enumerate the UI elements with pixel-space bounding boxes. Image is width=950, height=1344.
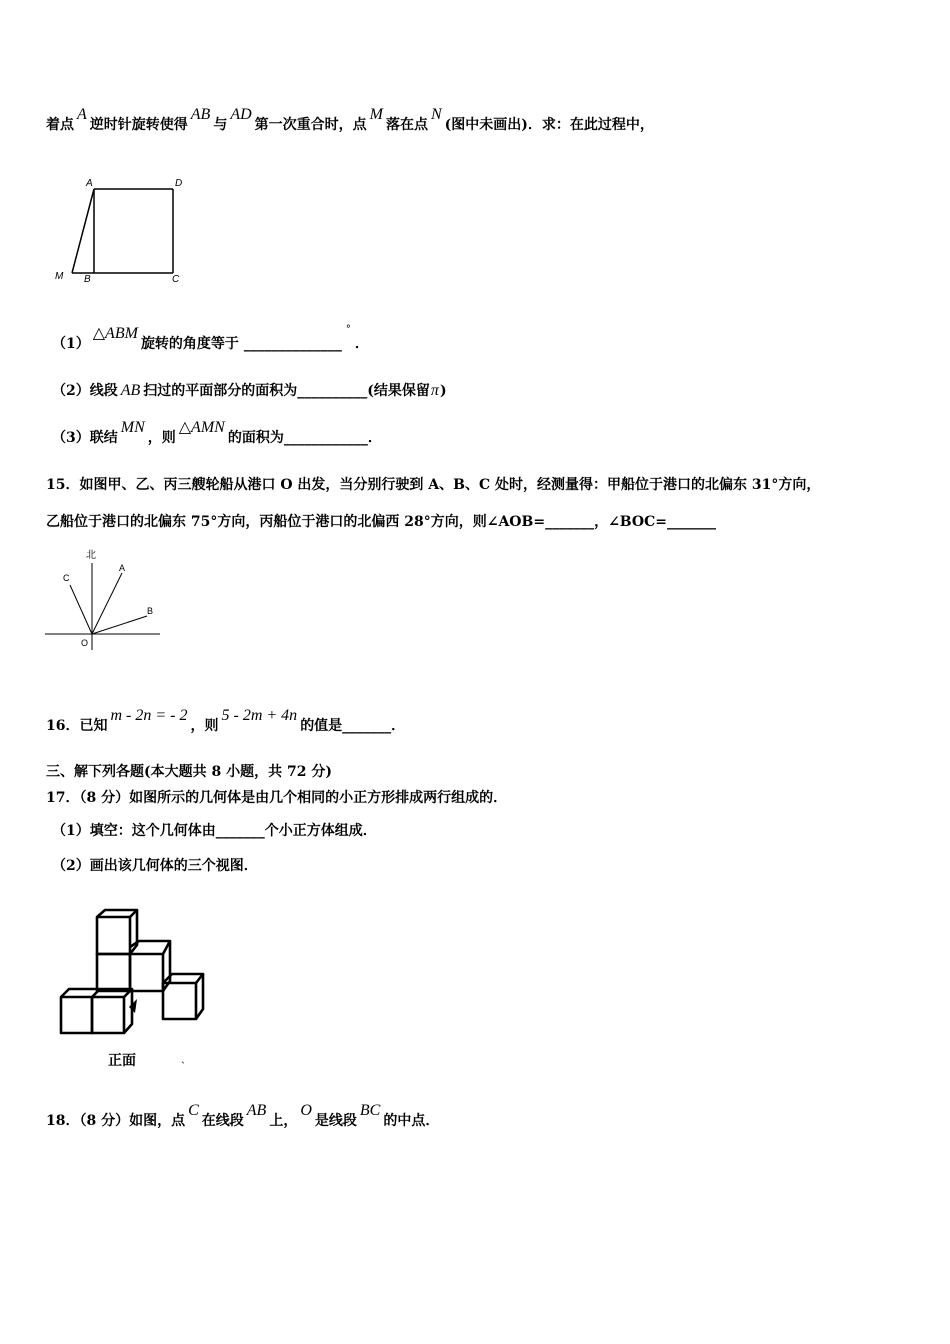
ray-oa [92, 573, 122, 634]
cube-figure [55, 905, 215, 1040]
cube-mid-center [130, 954, 163, 991]
label-ray-b: B [147, 606, 154, 616]
math-ab-2: AB [120, 382, 141, 399]
cube-front-left [61, 997, 92, 1033]
math-c: C [188, 1102, 199, 1119]
q16-text2: ，则 [190, 718, 219, 734]
q14-part1 [52, 324, 369, 353]
intro-text-1: 着点 [46, 117, 74, 133]
label-ray-a: A [119, 563, 126, 573]
q18-text3: 上， [269, 1113, 298, 1129]
math-m: M [369, 106, 383, 123]
degree-mark: ° [345, 324, 351, 335]
q18-text4: 是线段 [314, 1113, 357, 1129]
math-expression: 5 - 2m + 4n [221, 707, 298, 724]
math-triangle-abm: △ABM [92, 325, 138, 342]
math-n: N [430, 106, 442, 123]
q14-part3 [52, 419, 382, 447]
math-mn: MN [120, 419, 145, 436]
math-ab-3: AB [246, 1102, 267, 1119]
q17-line3: （2）画出该几何体的三个视图． [52, 858, 258, 874]
q17-line2: （1）填空：这个几何体由_______个小正方体组成． [52, 823, 377, 839]
math-equation: m - 2n = - 2 [110, 707, 188, 724]
q16-text1: 16．已知 [46, 718, 108, 734]
front-label: 正面 [108, 1053, 136, 1069]
label-b: B [84, 274, 91, 285]
cube-front-right [92, 997, 124, 1033]
tick-mark: ˎ [181, 1050, 185, 1064]
q14-p2-end: ) [439, 383, 447, 399]
q18-text2: 在线段 [201, 1113, 244, 1129]
label-origin: O [81, 638, 89, 648]
square-figure [50, 172, 200, 287]
cube-mid-left [97, 954, 130, 991]
label-m: M [55, 271, 64, 282]
math-o: O [300, 1102, 312, 1119]
q14-p2-text1: （2）线段 [52, 383, 118, 399]
math-a: A [77, 106, 87, 123]
intro-text-4: 第一次重合时，点 [254, 117, 367, 133]
edge-am [72, 189, 94, 273]
q16-line [46, 707, 406, 735]
q16-text3: 的值是_______． [300, 718, 406, 734]
q15-line1: 15．如图甲、乙、丙三艘轮船从港口 O 出发，当分别行驶到 A、B、C 处时，经测量得：甲船位于港口的北偏东 31°方向， [46, 477, 821, 493]
label-ray-c: C [63, 573, 70, 583]
math-bc: BC [359, 1102, 381, 1119]
q14-p1-text: 旋转的角度等于 [140, 336, 239, 352]
label-north: 北 [86, 550, 96, 561]
q14-part2 [52, 380, 447, 400]
math-triangle-amn: △AMN [178, 419, 225, 436]
label-a: A [86, 178, 93, 189]
q14-p3-text2: ，则 [147, 430, 176, 446]
q14-p1-num: （1） [52, 336, 90, 352]
q14-p3-text1: （3）联结 [52, 430, 118, 446]
q18-text5: 的中点． [383, 1113, 440, 1129]
cube-top-front [97, 917, 130, 954]
q18-text1: 18．（8 分）如图，点 [46, 1113, 186, 1129]
intro-text-5: 落在点 [385, 117, 428, 133]
q18-line [46, 1102, 440, 1130]
intro-text-3: 与 [213, 117, 228, 133]
q14-p2-text2: 扫过的平面部分的面积为__________(结果保留 [143, 383, 430, 399]
ray-oc [70, 585, 92, 634]
section-title: 三、解下列各题(本大题共 8 小题，共 72 分) [46, 764, 332, 780]
math-pi: π [430, 382, 439, 399]
ray-ob [92, 616, 147, 634]
q14-p3-text3: 的面积为____________． [227, 430, 382, 446]
math-ad: AD [230, 106, 252, 123]
intro-line [46, 106, 654, 134]
label-c: C [172, 274, 180, 285]
q14-p1-end: ． [354, 336, 369, 352]
math-ab: AB [190, 106, 211, 123]
cube-right [163, 983, 196, 1019]
intro-text-6: (图中未画出)．求：在此过程中， [444, 117, 654, 133]
intro-text-2: 逆时针旋转使得 [89, 117, 188, 133]
q15-line2: 乙船位于港口的北偏东 75°方向，丙船位于港口的北偏西 28°方向，则∠AOB=_______，∠BOC=_______ [46, 514, 716, 530]
q17-line1: 17．（8 分）如图所示的几何体是由几个相同的小正方形排成两行组成的． [46, 790, 508, 806]
q14-p1-blank: ______________ [243, 336, 342, 352]
label-d: D [175, 178, 183, 189]
direction-figure [42, 545, 167, 655]
